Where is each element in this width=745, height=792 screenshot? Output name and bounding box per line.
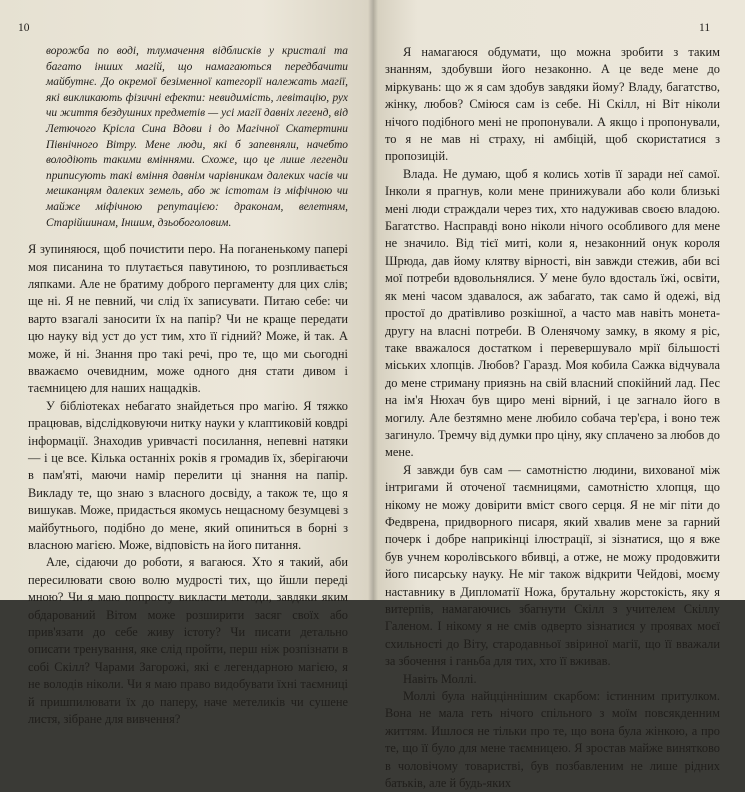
paragraph: Я завжди був сам — самотністю людини, вихованої між інтригами й оточеної таємницями, самотністю хлопця, що нікому не можу довірити вміст свого серця. Я не міг піти до Федврена, придворного писаря, який хвалив мене за гарний почерк і добре наприкінці ілюстрації, зі зізнатися, що я вже був учнем королівського вбивці, а отже, не можу продовжити його писарську науку. Не міг також відкрити Чейдові, моєму наставнику в Дипломатії Ножа, брутальну жорстокість, яку я витерпів, намагаючись збагнути Скілл з учителем Скіллу Галеном. І нікому я не смів одверто зізнатися у проявах моєї схильності до Віту, стародавньої звіриної магії, що її вважали за збочення і ганьба для тих, хто її вживав. [385, 462, 720, 669]
italic-quote: ворожба по воді, тлумачення відблисків у кристалі та багато інших магій, що намагаються передбачити майбутнє. До окремої безіменної категорії належать магії, які викликають фізичні ефекти: невидимість, левітацію, рух чи життя бездушних предметів — усі магії давніх легенд, від Летючого Крісла Сина Вдови і до Магічної Скатертини Північного Вітру. Мене люди, які б запевняли, начебто володіють такими вміннями. Схоже, що це лише легенди приписують такі вміння давнім чарівникам далеких часів чи мешканцям далеких земель, або ж істотам із міфічною чи майже міфічною репутацією: драконам, велетням, Старійшинам, Іншим, дзьобоголовим. [46, 45, 348, 229]
paragraph: Я зупиняюся, щоб почистити перо. На поганенькому папері моя писанина то плутається павутиною, то розпливається ляпками. Але не братиму доброго пергаменту для цих слів; ще ні. Я не певний, чи слід їх записувати. Питаю себе: чи варто взагалі заносити їх на папір? Чи не краще передати цю науку від уст до уст тим, хто її гідний? Може, й так. А може, й ні. Знання про такі речі, про те, що ми сьогодні вважаємо очевидним, може одного дня стати дивом і таємницею для наших нащадків. [28, 242, 348, 396]
paragraph: Але, сідаючи до роботи, я вагаюся. Хто я такий, аби пересилювати свою волю мудрості тих, що йшли переді мною? Чи я маю попросту викласти методи, завдяки яким обдарований Вітом може розширити засяг своїх або прив'язати до себе живу істоту? Чи писати детально описати тренування, яке слід пройти, перш ніж розпізнати в собі Скілл? Чарами Загорожі, які є легендарною магією, я не володів ніколи. Чи я маю право видобувати їхні таємниці й пришпилювати їх до паперу, наче метеликів чи сушене листя, зібране для вивчення? [28, 555, 348, 727]
right-page [373, 0, 745, 791]
page-number: 10 [18, 22, 30, 34]
left-text-column [28, 44, 348, 729]
page-number: 11 [699, 22, 711, 34]
paragraph: Влада. Не думаю, щоб я колись хотів її заради неї самої. Інколи я прагнув, коли мене принижували або коли близькі мені люди страждали через тих, хто надуживав своєю владою. Багатство. Насправді воно ніколи нічого особливого для мене не значило. Від тієї миті, коли я, незаконний онук короля Шрюда, дав йому клятву вірності, він завжди стежив, аби всі мої потреби вдовольнялися. У мене було вдосталь їжі, освіти, як мені часом здавалося, аж забагато, так само й одежі, від простої до дратівливо розкішної, а часто мав навіть монета-другу на власні потреби. В Оленячому замку, в якому я ріс, таке вважалося достатком і перевершувало мрії більшості міських хлопців. Любов? Гаразд. Моя кобила Сажка відчувала до мене стриману приязнь на свій власний спокійний лад. Пес на ім'я Нюхач був щиро мені вірний, і це загнало його в могилу. Але безтямно мене любило собача тер'єра, і воно теж загинуло. Тремчу від думки про ціну, яку сплачено за любов до мене. [385, 166, 720, 460]
paragraph: Я намагаюся обдумати, що можна зробити з таким знанням, здобувши його незаконно. А це веде мене до міркувань: що ж я сам здобув завдяки йому? Владу, багатство, жінку, любов? Сміюся сам із себе. Ні Скілл, ні Віт ніколи нічого подібного мені не пропонували. А якщо і пропонували, то я не мав ні страху, ні амбіцій, щоб скористатися з пропозицій. [385, 45, 720, 164]
left-page [0, 0, 373, 727]
paragraph: Навіть Моллі. [403, 671, 477, 686]
right-text-column [385, 44, 720, 792]
book-gutter [368, 0, 378, 600]
paragraph: У бібліотеках небагато знайдеться про магію. Я тяжко працював, відслідковуючи нитку науки у клаптиковій ковдрі інформації. Знаходив уривчасті посилання, непевні натяки — і це все. Кілька останніх років я громадив їх, зберігаючи в пам'яті, маючи намір перелити ці знання на папір. Викладу те, що знаю з власного досвіду, а також те, що я вишукав. Може, придасться якомусь нещасному безумцеві з майбутнього, подібно до мене, який опиниться в борні з власною магією. Може, відповість на його питання. [28, 398, 348, 553]
paragraph: Моллі була найцціннішим скарбом: істинним притулком. Вона не мала геть нічого спільного з моїм повсякденним життям. Ишлося не тільки про те, що вона була жінкою, а про те, що її було для мене таємницею. Я зростав майже винятково в чоловічому товаристві, був позбавленим не лише рідних батьків, але й будь-яких [385, 689, 720, 791]
